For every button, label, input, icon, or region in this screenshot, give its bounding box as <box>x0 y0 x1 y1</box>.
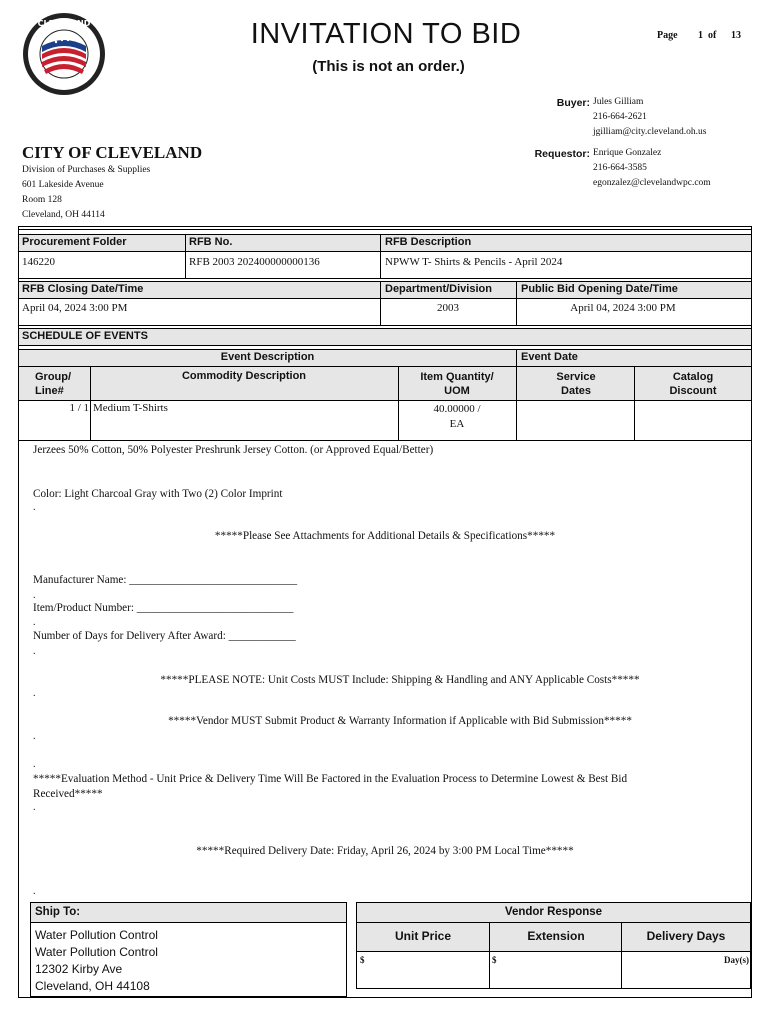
page-number: 1 <box>698 30 703 41</box>
rfb-no-value: RFB 2003 202400000000136 <box>189 256 320 268</box>
delivery-days-field[interactable]: Number of Days for Delivery After Award: ____________ <box>33 630 296 642</box>
city: Cleveland, OH 44114 <box>22 210 105 220</box>
extension-header: Extension <box>527 929 585 943</box>
street: 601 Lakeside Avenue <box>22 180 104 190</box>
event-date-label: Event Date <box>521 351 578 363</box>
buyer-info <box>593 95 706 140</box>
department-label: Department/Division <box>385 283 492 295</box>
evaluation-method-line2: Received***** <box>33 788 103 800</box>
document-subtitle: (This is not an order.) <box>312 58 465 75</box>
requestor-name: Enrique Gonzalez <box>593 148 662 158</box>
note-vendor-warranty: *****Vendor MUST Submit Product & Warranty Information if Applicable with Bid Submission***** <box>168 715 632 727</box>
closing-date-value: April 04, 2024 3:00 PM <box>22 302 128 314</box>
quantity-header: Item Quantity/ UOM <box>420 371 494 397</box>
page-of: of <box>708 30 717 41</box>
organization-address <box>22 163 150 223</box>
rfb-description-label: RFB Description <box>385 236 472 248</box>
procurement-folder-value: 146220 <box>22 256 55 268</box>
delivery-days-input[interactable]: Day(s) <box>724 955 749 965</box>
ship-to-line3: 12302 Kirby Ave <box>35 962 123 976</box>
commodity-header: Commodity Description <box>181 370 307 382</box>
item-quantity: 40.00000 / EA <box>433 403 481 430</box>
evaluation-method-line1: *****Evaluation Method - Unit Price & Delivery Time Will Be Factored in the Evaluation Process to Determine Lowest & Best Bid <box>33 773 628 785</box>
ship-to-line4: Cleveland, OH 44108 <box>35 979 150 993</box>
required-delivery-date: *****Required Delivery Date: Friday, April 26, 2024 by 3:00 PM Local Time***** <box>196 845 574 857</box>
note-unit-costs: *****PLEASE NOTE: Unit Costs MUST Include: Shipping & Handling and ANY Applicable Costs***** <box>160 674 640 686</box>
ship-to-label: Ship To: <box>31 903 346 923</box>
organization-name: CITY OF CLEVELAND <box>22 143 203 162</box>
svg-text:CLEVELAND: CLEVELAND <box>37 19 91 28</box>
extension-input[interactable]: $ <box>492 955 497 965</box>
buyer-name: Jules Gilliam <box>593 97 644 107</box>
rfb-no-label: RFB No. <box>189 236 233 248</box>
unit-price-input[interactable]: $ <box>360 955 365 965</box>
detail-attachments-note: *****Please See Attachments for Additional Details & Specifications***** <box>214 530 556 542</box>
requestor-label: Requestor: <box>534 148 590 160</box>
vendor-response-title: Vendor Response <box>357 903 750 923</box>
bid-opening-label: Public Bid Opening Date/Time <box>521 283 678 295</box>
vendor-response-box <box>356 902 751 989</box>
event-description-label: Event Description <box>220 351 315 363</box>
requestor-phone: 216-664-3585 <box>593 163 647 173</box>
schedule-of-events-label: SCHEDULE OF EVENTS <box>22 330 148 342</box>
item-description: Medium T-Shirts <box>93 402 168 414</box>
unit-price-header: Unit Price <box>394 929 451 943</box>
delivery-days-header: Delivery Days <box>646 929 726 943</box>
requestor-email: egonzalez@clevelandwpc.com <box>593 178 711 188</box>
page-total: 13 <box>731 30 741 41</box>
buyer-phone: 216-664-2621 <box>593 112 647 122</box>
manufacturer-name-field[interactable]: Manufacturer Name: ______________________________ <box>33 574 298 586</box>
group-line-header: Group/ Line# <box>35 371 72 397</box>
service-dates-header: Service Dates <box>556 371 596 397</box>
ship-to-line1: Water Pollution Control <box>35 928 158 942</box>
detail-color: Color: Light Charcoal Gray with Two (2) Color Imprint <box>33 488 283 500</box>
room: Room 128 <box>22 195 62 205</box>
item-number-field[interactable]: Item/Product Number: ____________________________ <box>33 602 294 614</box>
closing-date-label: RFB Closing Date/Time <box>22 283 144 295</box>
department-value: 2003 <box>437 302 459 314</box>
ship-to-address <box>31 923 346 995</box>
requestor-info <box>593 146 711 191</box>
page-label: Page <box>657 30 678 41</box>
item-line-number: 1 / 1 <box>69 402 89 414</box>
document-title: INVITATION TO BID <box>250 18 522 50</box>
rfb-description-value: NPWW T- Shirts & Pencils - April 2024 <box>385 256 563 268</box>
detail-material: Jerzees 50% Cotton, 50% Polyester Preshrunk Jersey Cotton. (or Approved Equal/Better) <box>33 444 434 456</box>
ship-to-line2: Water Pollution Control <box>35 945 158 959</box>
ship-to-box <box>30 902 347 997</box>
buyer-label: Buyer: <box>556 97 590 109</box>
procurement-folder-label: Procurement Folder <box>22 236 127 248</box>
division: Division of Purchases & Supplies <box>22 165 151 175</box>
buyer-email: jgilliam@city.cleveland.oh.us <box>593 127 707 137</box>
bid-opening-value: April 04, 2024 3:00 PM <box>570 302 676 314</box>
catalog-discount-header: Catalog Discount <box>669 371 717 397</box>
